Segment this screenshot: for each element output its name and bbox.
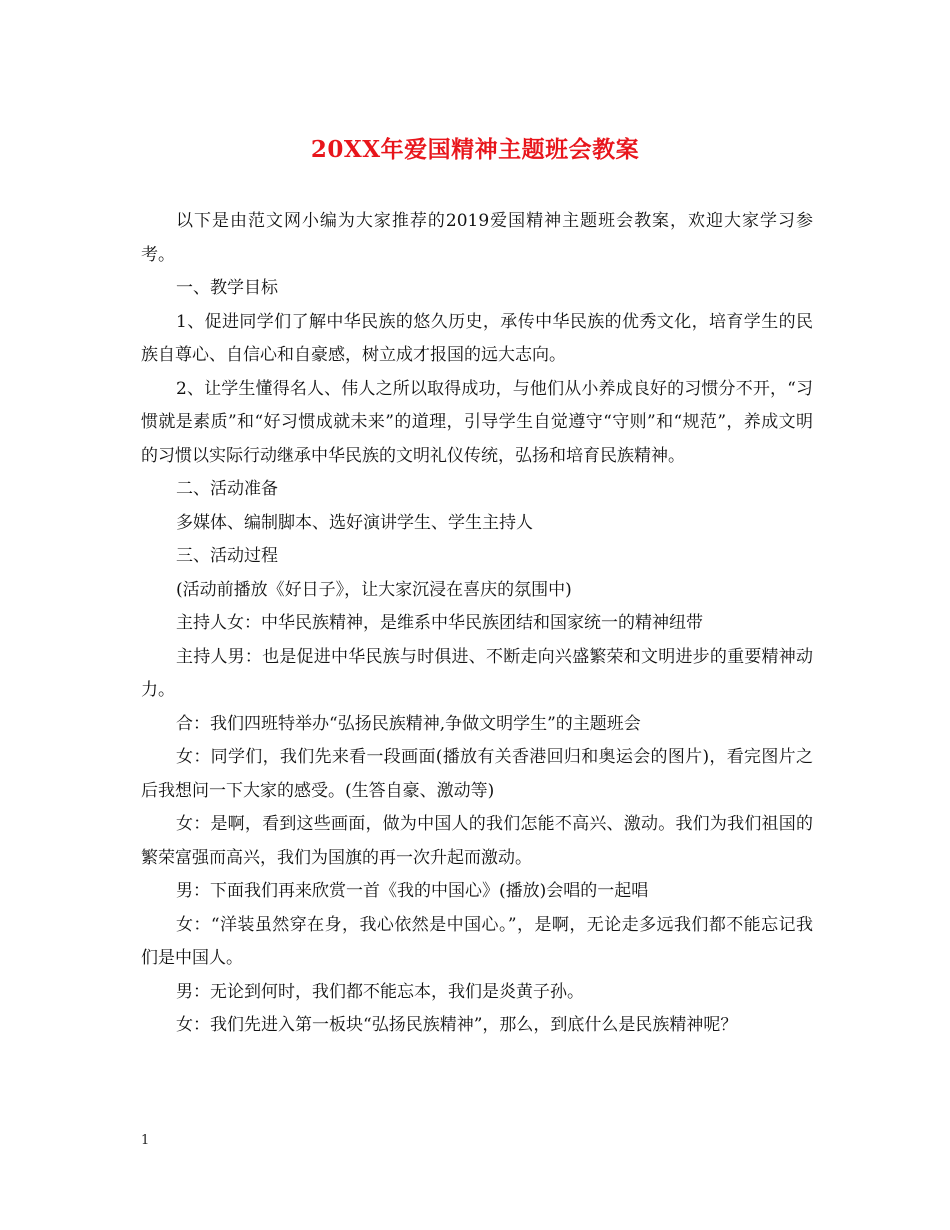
section-heading-preparation: 二、活动准备 [176, 479, 278, 499]
paragraph-dialogue-7: 女：“洋装虽然穿在身，我心依然是中国心。”，是啊，无论走多远我们都不能忘记我们是中国人。 [141, 914, 813, 968]
paragraph-objective-1: 1、促进同学们了解中华民族的悠久历史，承传中华民族的优秀文化，培育学生的民族自尊心、自信心和自豪感，树立成才报国的远大志向。 [141, 311, 813, 365]
paragraph-dialogue-6: 男：下面我们再来欣赏一首《我的中国心》(播放)会唱的一起唱 [176, 881, 649, 901]
paragraph-dialogue-9: 女：我们先进入第一板块“弘扬民族精神”，那么，到底什么是民族精神呢？ [176, 1015, 738, 1035]
paragraph-preparation: 多媒体、编制脚本、选好演讲学生、学生主持人 [176, 512, 533, 533]
paragraph-dialogue-4: 女：同学们，我们先来看一段画面(播放有关香港回归和奥运会的图片)，看完图片之后我想问一下大家的感受。(生答自豪、激动等) [141, 747, 813, 801]
paragraph-dialogue-1: 主持人女：中华民族精神，是维系中华民族团结和国家统一的精神纽带 [176, 613, 703, 633]
paragraph-dialogue-8: 男：无论到何时，我们都不能忘本，我们是炎黄子孙。 [176, 981, 584, 1002]
section-heading-objectives: 一、教学目标 [176, 278, 278, 298]
section-heading-process: 三、活动过程 [176, 546, 278, 566]
document-body [141, 205, 813, 1043]
paragraph-process-note: (活动前播放《好日子》，让大家沉浸在喜庆的氛围中) [176, 579, 572, 600]
paragraph-dialogue-3: 合：我们四班特举办“弘扬民族精神,争做文明学生”的主题班会 [176, 713, 641, 734]
paragraph-dialogue-5: 女：是啊，看到这些画面，做为中国人的我们怎能不高兴、激动。我们为我们祖国的繁荣富强而高兴，我们为国旗的再一次升起而激动。 [141, 814, 813, 868]
paragraph-objective-2: 2、让学生懂得名人、伟人之所以取得成功，与他们从小养成良好的习惯分不开，“习惯就是素质”和“好习惯成就未来”的道理，引导学生自觉遵守“守则”和“规范”，养成文明的习惯以实际行动继承中华民族的文明礼仪传统，弘扬和培育民族精神。 [141, 378, 813, 466]
paragraph-intro: 以下是由范文网小编为大家推荐的2019爱国精神主题班会教案，欢迎大家学习参考。 [141, 211, 813, 265]
paragraph-dialogue-2: 主持人男：也是促进中华民族与时俱进、不断走向兴盛繁荣和文明进步的重要精神动力。 [141, 646, 813, 700]
document-title: 20XX年爱国精神主题班会教案 [310, 136, 640, 163]
page-number: 1 [141, 1133, 150, 1148]
